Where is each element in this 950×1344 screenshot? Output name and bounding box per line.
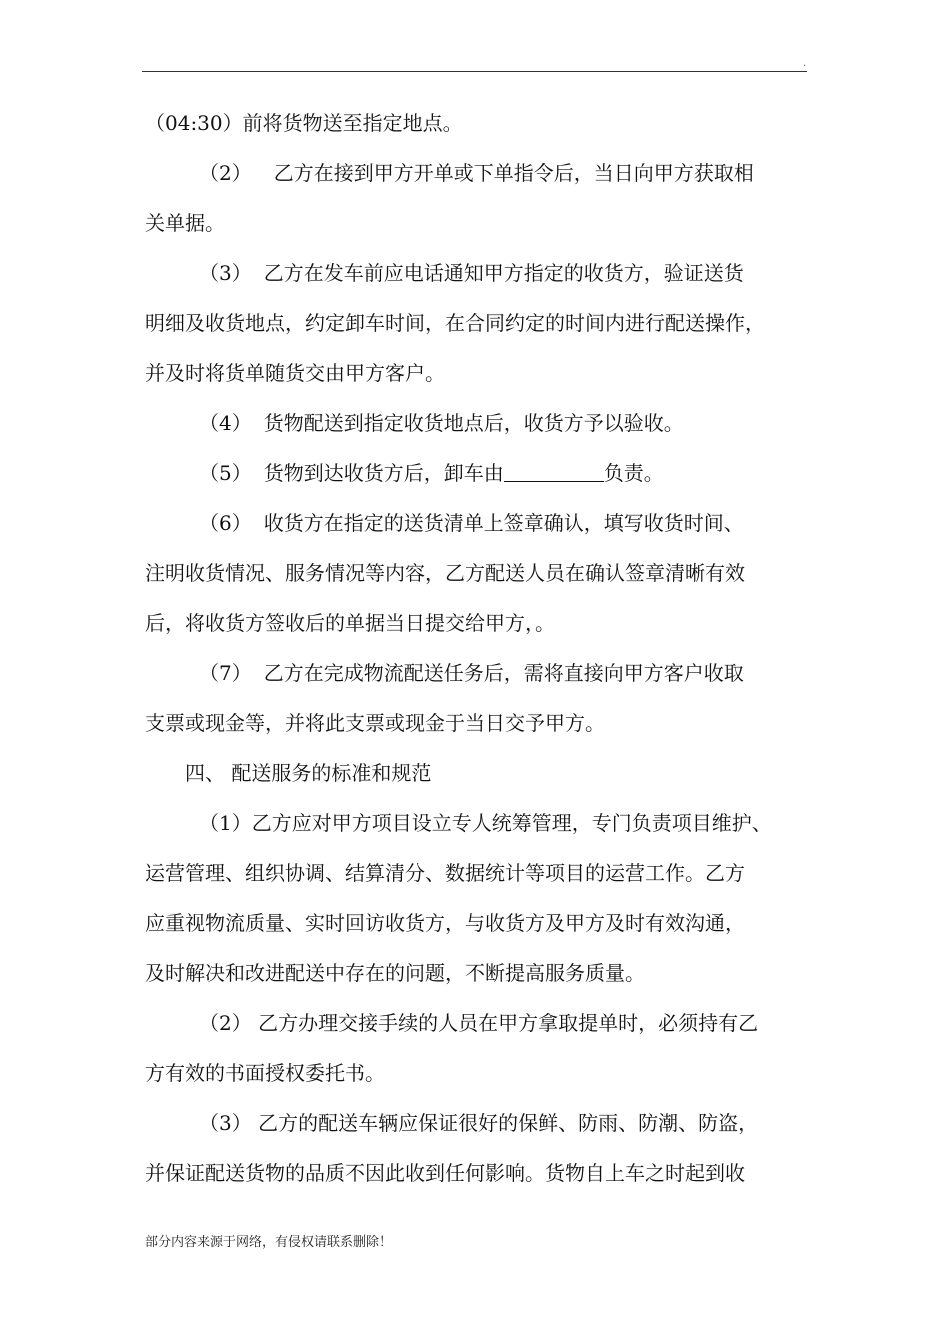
paragraph-line: 明细及收货地点，约定卸车时间，在合同约定的时间内进行配送操作， — [145, 311, 765, 335]
item-text: 乙方在发车前应电话通知甲方指定的收货方，验证送货 — [263, 261, 744, 285]
paragraph-line: 后，将收货方签收后的单据当日提交给甲方，。 — [145, 611, 555, 635]
item-number: （3） — [199, 261, 252, 285]
paragraph-line — [145, 648, 815, 698]
paragraph-line — [145, 448, 815, 498]
paragraph-line — [145, 498, 815, 548]
paragraph-line: （1）乙方应对甲方项目设立专人统筹管理，专门负责项目维护、 — [199, 811, 772, 835]
item-text: 负责。 — [603, 461, 664, 485]
paragraph-line: （04:30）前将货物送至指定地点。 — [145, 111, 463, 135]
paragraph-line: 并及时将货单随货交由甲方客户。 — [145, 361, 445, 385]
item-text: 货物配送到指定收货地点后，收货方予以验收。 — [263, 411, 684, 435]
item-text: 乙方在接到甲方开单或下单指令后，当日向甲方获取相 — [273, 161, 754, 185]
paragraph-line: 运营管理、组织协调、结算清分、数据统计等项目的运营工作。乙方 — [145, 861, 745, 885]
paragraph-line: 应重视物流质量、实时回访收货方，与收货方及甲方及时有效沟通， — [145, 911, 745, 935]
paragraph-line — [145, 398, 815, 448]
item-number: （2） — [199, 161, 252, 185]
header-mark: . — [803, 58, 807, 69]
paragraph-line: 注明收货情况、服务情况等内容，乙方配送人员在确认签章清晰有效 — [145, 561, 745, 585]
item-text: 收货方在指定的送货清单上签章确认，填写收货时间、 — [263, 511, 744, 535]
header-rule — [142, 71, 807, 72]
section-heading: 四、 配送服务的标准和规范 — [185, 761, 432, 785]
paragraph-line: 方有效的书面授权委托书。 — [145, 1061, 385, 1085]
paragraph-line — [145, 248, 815, 298]
paragraph-line — [145, 148, 815, 198]
paragraph-line: 并保证配送货物的品质不因此收到任何影响。货物自上车之时起到收 — [145, 1161, 745, 1185]
paragraph-line: （2） 乙方办理交接手续的人员在甲方拿取提单时，必须持有乙 — [199, 1011, 759, 1035]
paragraph-line: 支票或现金等，并将此支票或现金于当日交予甲方。 — [145, 711, 605, 735]
document-body — [145, 98, 815, 1198]
paragraph-line: 及时解决和改进配送中存在的问题，不断提高服务质量。 — [145, 961, 645, 985]
item-number: （6） — [199, 511, 252, 535]
item-text: 乙方在完成物流配送任务后，需将直接向甲方客户收取 — [263, 661, 744, 685]
item-text: 货物到达收货方后，卸车由 — [263, 461, 504, 485]
fill-in-blank[interactable] — [504, 461, 604, 482]
item-number: （4） — [199, 411, 252, 435]
item-number: （5） — [199, 461, 252, 485]
footer-note: 部分内容来源于网络，有侵权请联系删除！ — [145, 1235, 393, 1250]
item-number: （7） — [199, 661, 252, 685]
paragraph-line: （3） 乙方的配送车辆应保证很好的保鲜、防雨、防潮、防盗， — [199, 1111, 759, 1135]
paragraph-line: 关单据。 — [145, 211, 225, 235]
